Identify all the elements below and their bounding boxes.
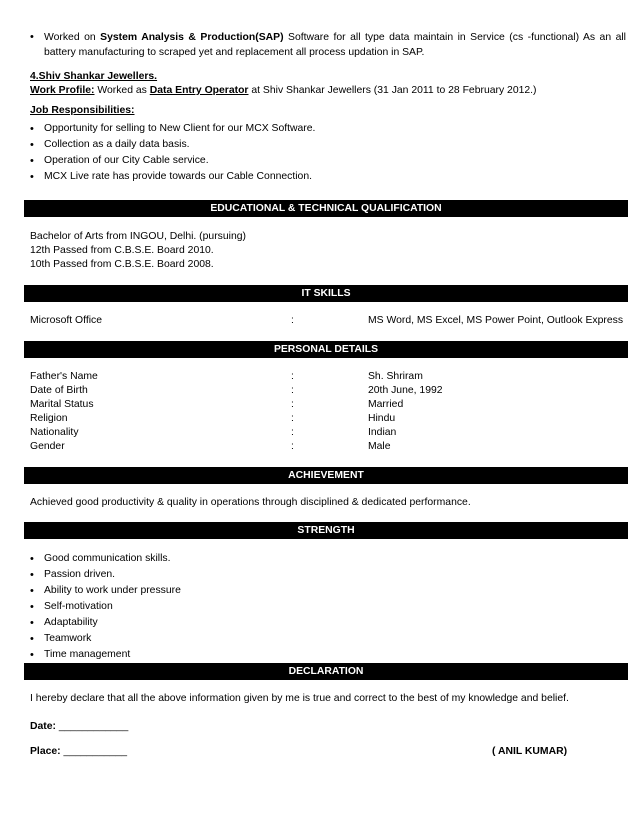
work-profile-role: Data Entry Operator	[149, 85, 249, 96]
detail-value: Married	[368, 399, 404, 410]
declaration-section-bar: DECLARATION	[24, 663, 628, 680]
personal-detail-row	[30, 441, 630, 455]
personal-detail-row	[30, 399, 630, 413]
detail-value: Hindu	[368, 413, 396, 424]
detail-colon: :	[291, 371, 294, 382]
detail-value: Indian	[368, 427, 397, 438]
list-item: • Self-motivation	[30, 599, 626, 615]
work-profile-label: Work Profile:	[30, 85, 95, 96]
signature-name: ( ANIL KUMAR)	[492, 746, 568, 757]
sap-prefix: Worked on	[44, 32, 101, 43]
detail-colon: :	[291, 441, 294, 452]
work-profile-pre: Worked as	[94, 85, 150, 96]
list-item: • Collection as a daily data basis.	[30, 137, 626, 153]
strength-section-bar: STRENGTH	[24, 522, 628, 539]
personal-detail-row	[30, 427, 630, 441]
it-skills-row	[30, 315, 630, 329]
job-responsibilities-heading: Job Responsibilities:	[30, 105, 135, 116]
education-lines	[30, 230, 246, 272]
job-heading: 4.Shiv Shankar Jewellers.	[30, 71, 158, 82]
list-item: • Operation of our City Cable service.	[30, 153, 626, 169]
sap-rest: Software for all type data maintain in Service (cs -functional) As an all battery manufacturing to scraped yet and replacement all process updation in SAP.	[44, 32, 626, 58]
detail-colon: :	[291, 385, 294, 396]
date-label: Date:	[30, 721, 56, 732]
list-item	[30, 30, 626, 60]
personal-details-section-bar: PERSONAL DETAILS	[24, 341, 628, 358]
date-blank: ____________	[58, 721, 129, 732]
list-item: • Ability to work under pressure	[30, 583, 626, 599]
it-skill-label: Microsoft Office	[30, 315, 102, 326]
list-item: • Time management	[30, 647, 626, 663]
education-line: Bachelor of Arts from INGOU, Delhi. (pursuing)	[30, 231, 246, 242]
work-profile-post: at Shiv Shankar Jewellers (31 Jan 2011 to 28 February 2012.)	[248, 85, 537, 96]
personal-detail-row	[30, 371, 630, 385]
list-item: • Adaptability	[30, 615, 626, 631]
personal-detail-row	[30, 385, 630, 399]
education-section-bar: EDUCATIONAL & TECHNICAL QUALIFICATION	[24, 200, 628, 217]
it-skill-value: MS Word, MS Excel, MS Power Point, Outlook Express	[368, 315, 624, 326]
date-line	[30, 721, 128, 732]
education-line: 10th Passed from C.B.S.E. Board 2008.	[30, 259, 214, 270]
place-label: Place:	[30, 746, 61, 757]
detail-label: Date of Birth	[30, 385, 88, 396]
sap-bold: System Analysis & Production(SAP)	[100, 32, 284, 43]
detail-value: 20th June, 1992	[368, 385, 443, 396]
declaration-text: I hereby declare that all the above information given by me is true and correct to the best of my knowledge and belief.	[30, 693, 569, 704]
detail-colon: :	[291, 413, 294, 424]
detail-label: Father's Name	[30, 371, 98, 382]
work-profile	[30, 85, 537, 96]
personal-detail-row	[30, 413, 630, 427]
detail-label: Gender	[30, 441, 65, 452]
responsibilities-list	[30, 121, 626, 185]
it-skills-section-bar: IT SKILLS	[24, 285, 628, 302]
sap-bullet-list	[30, 30, 626, 60]
list-item: • Passion driven.	[30, 567, 626, 583]
achievement-text: Achieved good productivity & quality in operations through disciplined & dedicated performance.	[30, 497, 471, 508]
detail-value: Male	[368, 441, 391, 452]
it-skill-colon: :	[291, 315, 294, 326]
detail-label: Marital Status	[30, 399, 94, 410]
strength-list	[30, 551, 626, 663]
detail-colon: :	[291, 427, 294, 438]
detail-label: Nationality	[30, 427, 79, 438]
education-line: 12th Passed from C.B.S.E. Board 2010.	[30, 245, 214, 256]
place-line	[30, 746, 127, 757]
list-item: • Good communication skills.	[30, 551, 626, 567]
detail-label: Religion	[30, 413, 68, 424]
detail-colon: :	[291, 399, 294, 410]
detail-value: Sh. Shriram	[368, 371, 423, 382]
list-item: • Teamwork	[30, 631, 626, 647]
place-blank: ___________	[63, 746, 128, 757]
list-item: • MCX Live rate has provide towards our Cable Connection.	[30, 169, 626, 185]
list-item: • Opportunity for selling to New Client for our MCX Software.	[30, 121, 626, 137]
achievement-section-bar: ACHIEVEMENT	[24, 467, 628, 484]
